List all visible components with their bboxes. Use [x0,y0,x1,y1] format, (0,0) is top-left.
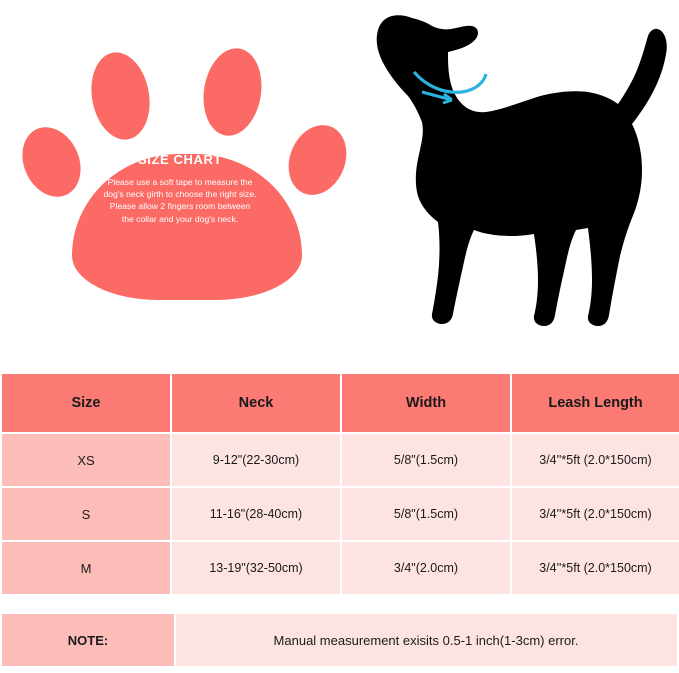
paw-toe-3 [197,44,267,140]
column-header-size: Size [1,373,171,433]
note-label: NOTE: [1,613,175,667]
size-table-container [0,372,679,596]
table-row [1,487,679,541]
cell-size: XS [1,433,171,487]
cell-width: 3/4"(2.0cm) [341,541,511,595]
table-header-row [1,373,679,433]
cell-leash-length: 3/4''*5ft (2.0*150cm) [511,487,679,541]
cell-neck: 11-16"(28-40cm) [171,487,341,541]
note-text: Manual measurement exisits 0.5-1 inch(1-3cm) error. [175,613,678,667]
size-table [0,372,679,596]
cell-size: S [1,487,171,541]
note-table [0,612,679,668]
size-chart-instructions [74,176,286,225]
paw-toe-4 [279,116,357,203]
size-chart-title: SIZE CHART [138,152,222,167]
size-chart-callout [74,152,286,225]
cell-leash-length: 3/4''*5ft (2.0*150cm) [511,541,679,595]
cell-leash-length: 3/4''*5ft (2.0*150cm) [511,433,679,487]
instruction-line: Please allow 2 fingers room between [109,201,251,212]
cell-neck: 13-19"(32-50cm) [171,541,341,595]
cell-width: 5/8"(1.5cm) [341,487,511,541]
column-header-leash-length: Leash Length [511,373,679,433]
column-header-neck: Neck [171,373,341,433]
table-row [1,541,679,595]
instruction-line: the collar and your dog's neck. [121,213,239,224]
cell-neck: 9-12"(22-30cm) [171,433,341,487]
cell-size: M [1,541,171,595]
cell-width: 5/8"(1.5cm) [341,433,511,487]
table-row [1,433,679,487]
instruction-line: Please use a soft tape to measure the [107,177,253,187]
note-row [1,613,678,667]
dog-body-path [377,15,667,326]
instruction-line: dog's neck girth to choose the right size. [103,189,257,200]
column-header-width: Width [341,373,511,433]
dog-silhouette [352,0,672,340]
note-container [0,612,679,668]
paw-toe-2 [85,48,156,145]
